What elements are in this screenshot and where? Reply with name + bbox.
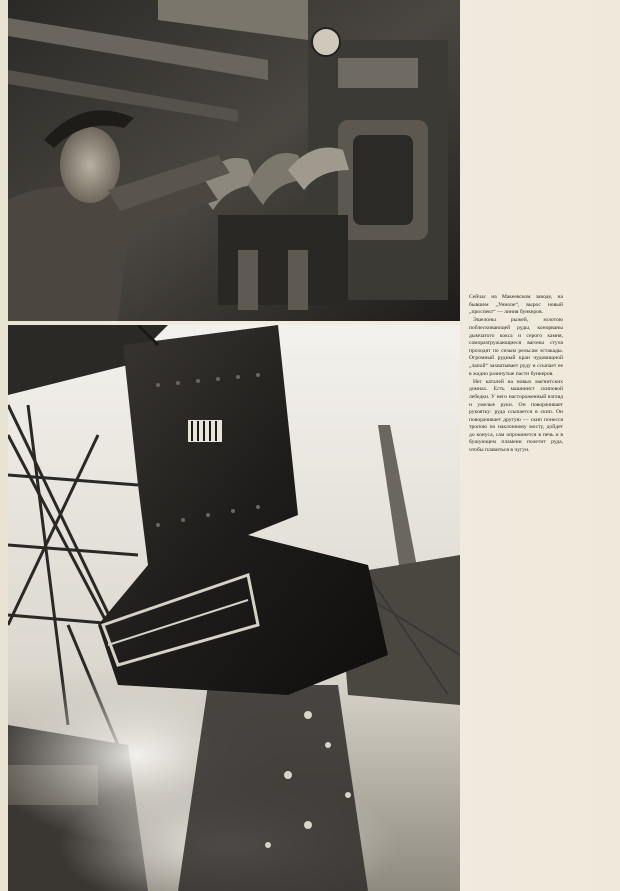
photo-worker-at-levers [8, 0, 460, 321]
caption-paragraph-3: Нет каталей на новых магнитских домнах. Есть машинист скиповой лебедки. У него настороженный взгляд и умелые руки. Он поворачивает рукоятку: руда ссыпается в скип. Он поворачивает другую — скип понесся тропою по наклонному мосту, дойдет до конуса, сам опрокинется в печь и в бушующем пламени полетит руда, чтобы плавиться в чугун. [469, 378, 563, 454]
photo-crane-image [8, 325, 460, 891]
photo-worker-image [8, 0, 460, 321]
caption-paragraph-2: Эшелоны рыжей, золотою поблескивающей руды, конорваны дымчатого кокса и серого камня, саморазгружающиеся вагоны стуча проходят по сизым рельсам эстакады. Огромный рудный кран чудовищной „лапой“ захватывает руду и ссыпает ее в жадно разинутые пасти бункеров. [469, 317, 563, 377]
caption-column [469, 294, 563, 455]
caption-paragraph-1: Сейчас на Макеевском заводе, на бывшем „Униone“, вырос новый „проспект“ — линия бункеров. [469, 294, 563, 316]
photo-ore-crane-bucket [8, 325, 460, 891]
